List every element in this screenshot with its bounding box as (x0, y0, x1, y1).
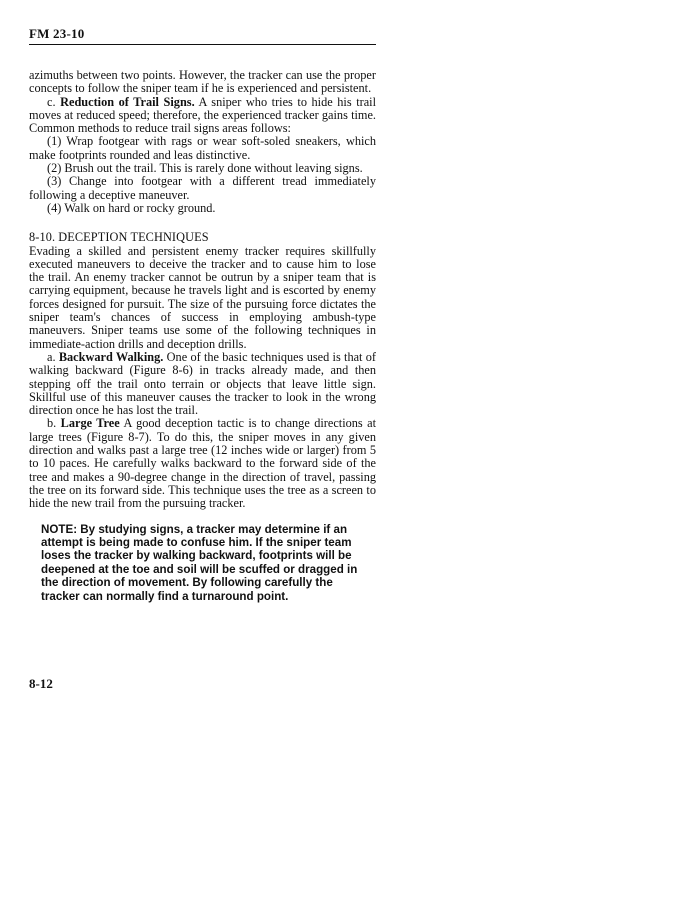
intro-paragraph: azimuths between two points. However, the tracker can use the proper concepts to follow the sniper team if he is experienced and persistent. (29, 68, 376, 96)
backward-walking-paragraph (29, 351, 376, 417)
large-tree-paragraph (29, 417, 376, 510)
page-header: FM 23-10 (29, 26, 376, 45)
document-page (29, 26, 376, 603)
backward-label: a. (47, 349, 59, 364)
list-item: (2) Brush out the trail. This is rarely done without leaving signs. (47, 161, 363, 176)
list-item: (1) Wrap footgear with rags or wear soft-soled sneakers, which make footprints rounded and leas distinctive. (29, 134, 376, 162)
reduction-heading: Reduction of Trail Signs. (60, 94, 195, 109)
list-item: (4) Walk on hard or rocky ground. (47, 200, 216, 215)
section-intro: Evading a skilled and persistent enemy tracker requires skillfully executed maneuvers to deceive the tracker and to cause him to lose the trail. An enemy tracker cannot be outrun by a sniper team that is carrying equipment, because he travels light and is escorted by enemy forces designed for pursuit. The size of the pursuing force dictates the sniper team's chances of success in employing ambush-type maneuvers. Sniper teams use some of the following techniques in immediate-action drills and deception drills. (29, 243, 376, 351)
note-block: NOTE: By studying signs, a tracker may determine if an attempt is being made to confuse him. If the sniper team loses the tracker by walking backward, footprints will be deepened at the toe and soil will be scuffed or dragged in the direction of movement. By following carefully the tracker can normally find a turnaround point. (41, 522, 358, 603)
reduction-paragraph (29, 96, 376, 136)
reduction-label: c. (47, 94, 61, 109)
page-number: 8-12 (29, 676, 53, 691)
backward-text: One of the basic techniques used is that of walking backward (Figure 8-6) in tracks already made, and then stepping off the trail onto terrain or objects that leave little sign. Skillful use of this maneuver causes the tracker to look in the wrong direction once he has lost the trail. (29, 349, 377, 418)
list-item: (3) Change into footgear with a different tread immediately following a deceptive maneuver. (29, 174, 376, 202)
large-tree-heading: Large Tree (60, 416, 120, 431)
large-tree-text: A good deception tactic is to change directions at large trees (Figure 8-7). To do this, the sniper moves in any given direction and walks past a large tree (12 inches wide or larger) from 5 to 10 paces. He carefully walks backward to the forward side of the tree and makes a 90-degree change in the direction of travel, passing the tree on its forward side. This technique uses the tree as a screen to hide the new trail from the pursuing tracker. (29, 416, 376, 511)
section-heading: 8-10. DECEPTION TECHNIQUES (29, 230, 209, 245)
backward-heading: Backward Walking. (58, 349, 164, 364)
large-tree-label: b. (47, 416, 61, 431)
reduction-text: A sniper who tries to hide his trail moves at reduced speed; therefore, the experienced tracker gains time. Common methods to reduce trail signs areas follows: (29, 94, 376, 136)
